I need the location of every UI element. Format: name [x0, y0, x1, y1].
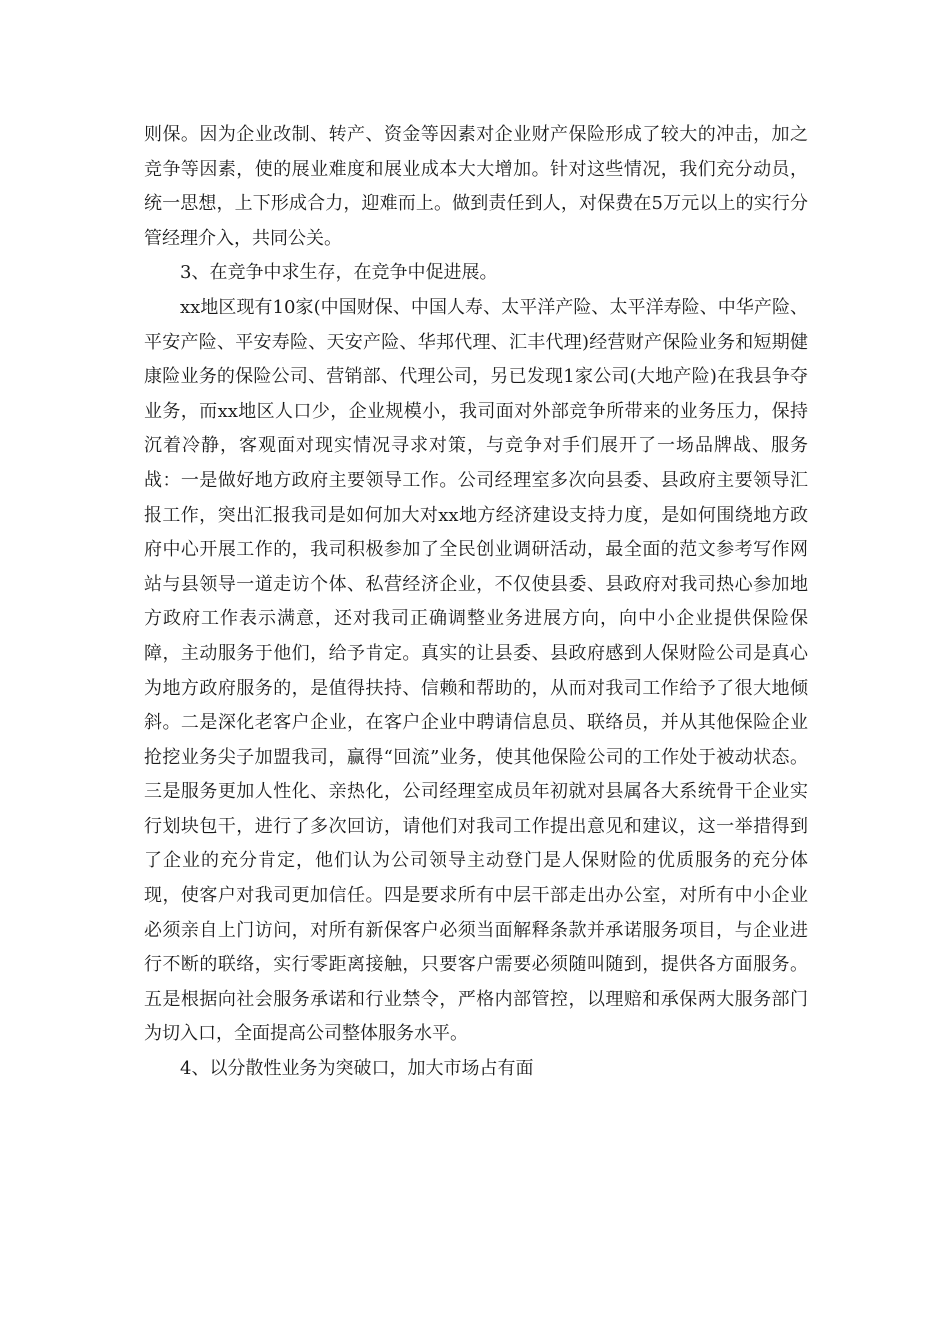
document-body	[144, 118, 808, 1087]
paragraph-heading-3: 3、在竞争中求生存，在竞争中促进展。	[180, 262, 498, 284]
paragraph-heading-4: 4、以分散性业务为突破口，加大市场占有面	[180, 1058, 534, 1080]
paragraph-continuation: 则保。因为企业改制、转产、资金等因素对企业财产保险形成了较大的冲击，加之竞争等因素，使的展业难度和展业成本大大增加。针对这些情况，我们充分动员，统一思想，上下形成合力，迎难而上。做到责任到人，对保费在5万元以上的实行分管经理介入，共同公关。	[144, 124, 808, 249]
paragraph-competition-details: xx地区现有10家(中国财保、中国人寿、太平洋产险、太平洋寿险、中华产险、平安产险、平安寿险、天安产险、华邦代理、汇丰代理)经营财产保险业务和短期健康险业务的保险公司、营销部、代理公司，另已发现1家公司(大地产险)在我县争夺业务，而xx地区人口少，企业规模小，我司面对外部竞争所带来的业务压力，保持沉着冷静，客观面对现实情况寻求对策，与竞争对手们展开了一场品牌战、服务战：一是做好地方政府主要领导工作。公司经理室多次向县委、县政府主要领导汇报工作，突出汇报我司是如何加大对xx地方经济建设支持力度，是如何围绕地方政府中心开展工作的，我司积极参加了全民创业调研活动，最全面的范文参考写作网站与县领导一道走访个体、私营经济企业，不仅使县委、县政府对我司热心参加地方政府工作表示满意，还对我司正确调整业务进展方向，向中小企业提供保险保障，主动服务于他们，给予肯定。真实的让县委、县政府感到人保财险公司是真心为地方政府服务的，是值得扶持、信赖和帮助的，从而对我司工作给予了很大地倾斜。二是深化老客户企业，在客户企业中聘请信息员、联络员，并从其他保险企业抢挖业务尖子加盟我司，赢得“回流”业务，使其他保险公司的工作处于被动状态。三是服务更加人性化、亲热化，公司经理室成员年初就对县属各大系统骨干企业实行划块包干，进行了多次回访，请他们对我司工作提出意见和建议，这一举措得到了企业的充分肯定，他们认为公司领导主动登门是人保财险的优质服务的充分体现，使客户对我司更加信任。四是要求所有中层干部走出办公室，对所有中小企业必须亲自上门访问，对所有新保客户必须当面解释条款并承诺服务项目，与企业进行不断的联络，实行零距离接触，只要客户需要必须随叫随到，提供各方面服务。五是根据向社会服务承诺和行业禁令，严格内部管控，以理赔和承保两大服务部门为切入口，全面提高公司整体服务水平。	[144, 296, 808, 1045]
